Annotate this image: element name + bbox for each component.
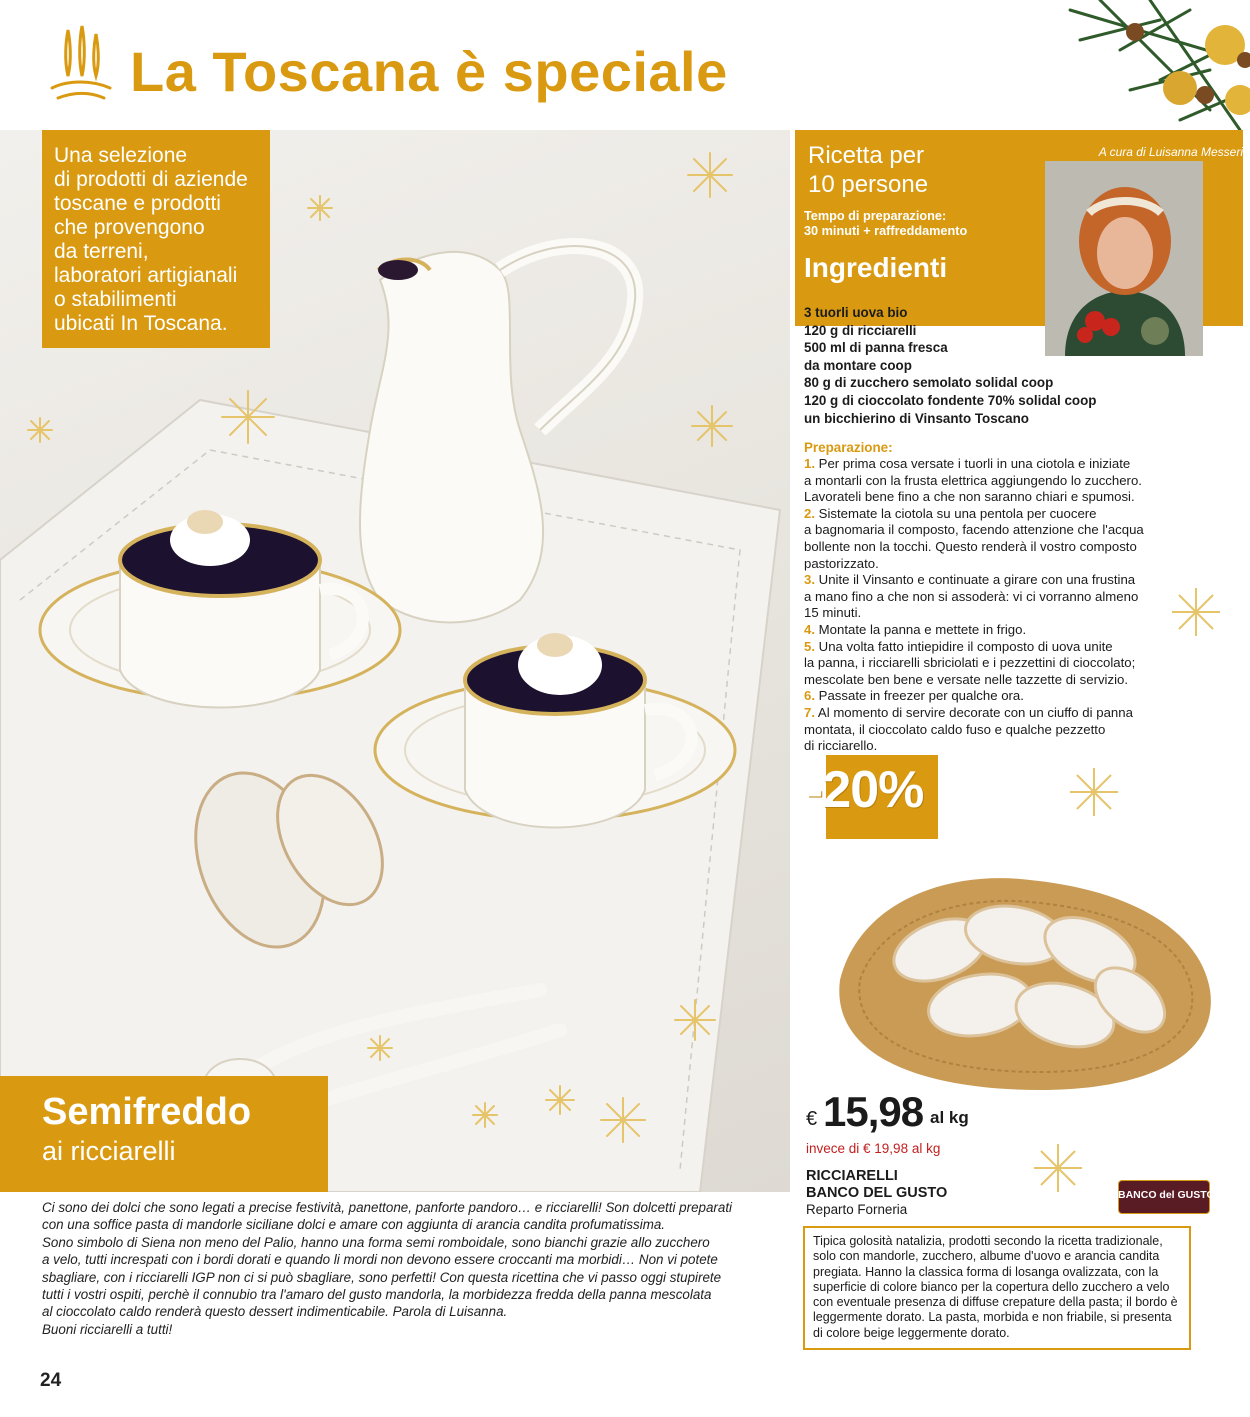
page-number: 24 — [40, 1370, 62, 1391]
ingredient-item: 80 g di zucchero semolato solidal coop — [804, 375, 1054, 391]
step-number: 4. — [804, 621, 815, 637]
product-department: Reparto Forneria — [806, 1202, 908, 1217]
step-number: 6. — [804, 688, 815, 704]
step-number: 7. — [804, 704, 815, 720]
step-item — [804, 639, 1194, 689]
step-text: Al momento di servire decorate con un ciuffo di panna montata, il cioccolato caldo fuso e qualche pezzetto di ricciarello. — [804, 704, 1133, 754]
brand-logo-text: BANCO del GUSTO — [1118, 1189, 1215, 1201]
step-item — [804, 705, 1194, 755]
snowflake-icon — [1030, 1140, 1086, 1196]
ingredient-item: 3 tuorli uova bio — [804, 305, 908, 320]
author-credit: A cura di Luisanna Messeri — [1098, 145, 1243, 159]
step-item — [804, 506, 1194, 572]
product-description: Tipica golosità natalizia, prodotti secondo la ricetta tradizionale, solo con mandorle, zucchero, albume d'uovo e arancia candita pregiata. Hanno la classica forma di losanga ovalizzata, con la superficie di colore bianco per la copertura dello zucchero a velo con eventuale presenza di diffuse crepature della pasta; il bordo è leggermente dorato. La pasta, morbida e non friabile, si presenta di colore beige leggermente dorato. — [813, 1234, 1178, 1340]
prep-time: Tempo di preparazione: 30 minuti + raffreddamento — [804, 209, 968, 238]
ingredients-title: Ingredienti — [804, 252, 948, 283]
recipe-title: Ricetta per 10 persone — [808, 142, 929, 198]
dessert-subtitle: ai ricciarelli — [42, 1136, 176, 1166]
step-text: Una volta fatto intiepidire il composto di uova unite la panna, i ricciarelli sbriciolati e i pezzettini di cioccolato; mescolate ben bene e versate nelle tazzette di servizio. — [804, 638, 1136, 687]
ingredients-list — [804, 304, 1096, 427]
step-text: Sistemate la ciotola su una pentola per cuocere a bagnomaria il composto, facendo attenzione che l'acqua bollente non la tocchi. Questo renderà il vostro composto pastorizzato. — [804, 505, 1144, 571]
page-title: La Toscana è speciale — [130, 40, 728, 103]
step-item — [804, 688, 1194, 705]
intro-text: Una selezione di prodotti di aziende toscane e prodotti che provengono da terreni, laboratori artigianali o stabilimenti ubicati In Toscana. — [54, 144, 248, 335]
step-item — [804, 572, 1194, 622]
step-number: 3. — [804, 572, 815, 588]
step-number: 1. — [804, 456, 815, 471]
ingredient-item: da montare coop — [804, 357, 912, 373]
product-description-box — [803, 1226, 1191, 1350]
ingredient-item: 120 g di ricciarelli — [804, 322, 917, 338]
step-text: Per prima cosa versate i tuorli in una ciotola e iniziate a montarli con la frusta elettrica aggiungendo lo zucchero. Lavorateli bene fino a che non saranno chiari e spumosi. — [804, 456, 1142, 505]
intro-box — [42, 130, 270, 348]
dessert-description: Ci sono dei dolci che sono legati a precise festività, panettone, panforte pandoro… e ricciarelli! Son dolcetti preparati con una soffice pasta di mandorle siciliane dolci e amare con aggiunta di arancia candita profumatissima. Sono simbolo di Siena non meno del Palio, hanno una forma semi romboidale, sono bianchi grazie allo zucchero a velo, tutti increspati con i bordi dorati e quando li mordi non devono essere croccanti ma morbidi… Non vi potete sbagliare, con i ricciarelli IGP non ci si può sbagliare, sono perfetti! Con questa ricettina che vi passo oggi stupirete tutti i vostri ospiti, perchè il connubio tra l'amaro del gusto mandorla, la morbidezza fredda della panna mescolata al cioccolato caldo renderà questo dessert indimenticabile. Parola di Luisanna. Buoni ricciarelli a tutti! — [42, 1200, 733, 1337]
cypress-hills-icon — [48, 24, 114, 102]
preparation-steps — [804, 456, 1194, 755]
ingredient-item: un bicchierino di Vinsanto Toscano — [804, 410, 1029, 426]
old-price: invece di € 19,98 al kg — [806, 1141, 941, 1156]
preparation-title: Preparazione: — [804, 440, 893, 455]
step-number: 5. — [804, 638, 815, 654]
ingredient-item: 500 ml di panna fresca — [804, 340, 948, 356]
discount-label: -20% — [806, 761, 924, 819]
step-text: Passate in freezer per qualche ora. — [815, 688, 1024, 704]
snowflake-icon — [1066, 764, 1122, 820]
dessert-title: Semifreddo — [42, 1091, 252, 1133]
ingredient-item: 120 g di cioccolato fondente 70% solidal coop — [804, 392, 1097, 408]
step-number: 2. — [804, 505, 815, 521]
dessert-title-box — [0, 1076, 328, 1192]
product-name: RICCIARELLI BANCO DEL GUSTO — [806, 1168, 948, 1201]
price-unit: al kg — [930, 1108, 969, 1127]
price-currency: € — [806, 1108, 818, 1130]
step-item — [804, 622, 1194, 639]
snowflake-icon — [1168, 584, 1224, 640]
price-value: 15,98 — [823, 1088, 924, 1135]
step-text: Unite il Vinsanto e continuate a girare con una frustina a mano fino a che non si assoderà: vi ci vorranno almeno 15 minuti. — [804, 572, 1139, 621]
ricciarelli-product-image — [800, 840, 1240, 1100]
step-item — [804, 456, 1194, 506]
step-text: Montate la panna e mettete in frigo. — [815, 621, 1027, 637]
